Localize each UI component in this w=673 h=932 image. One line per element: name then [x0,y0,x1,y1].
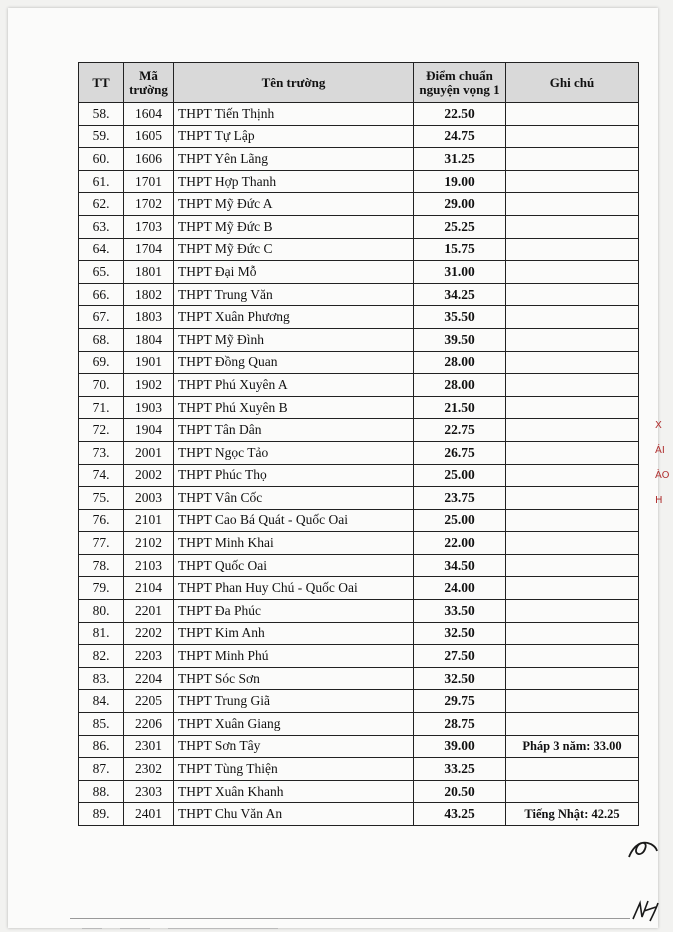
row-number-cell: 85. [79,713,124,736]
note-cell [506,193,639,216]
row-number-cell: 73. [79,441,124,464]
note-cell [506,622,639,645]
handwritten-signature [630,895,660,925]
table-row [79,690,639,713]
document-page [8,8,658,928]
cutoff-score-cell: 35.50 [414,306,506,329]
school-name-cell: THPT Tự Lập [174,125,414,148]
school-code-cell: 2401 [124,803,174,826]
school-name-cell: THPT Hợp Thanh [174,170,414,193]
row-number-cell: 89. [79,803,124,826]
table-row [79,645,639,668]
header-diem-line1: Điểm chuẩn [426,67,493,83]
school-name-cell: THPT Đại Mỗ [174,261,414,284]
cutoff-score-cell: 24.75 [414,125,506,148]
table-row [79,374,639,397]
school-code-cell: 1704 [124,238,174,261]
header-ten-truong: Tên trường [174,63,414,103]
cutoff-score-cell: 34.50 [414,554,506,577]
school-code-cell: 2003 [124,487,174,510]
row-number-cell: 63. [79,215,124,238]
school-name-cell: THPT Tiến Thịnh [174,103,414,126]
note-cell [506,509,639,532]
table-row [79,170,639,193]
cutoff-score-cell: 20.50 [414,780,506,803]
table-row [79,487,639,510]
school-code-cell: 2303 [124,780,174,803]
table-row [79,193,639,216]
row-number-cell: 74. [79,464,124,487]
edge-mark: X [655,420,662,431]
school-name-cell: THPT Kim Anh [174,622,414,645]
note-cell [506,103,639,126]
header-ma-line1: Mã [139,67,158,83]
school-code-cell: 1802 [124,283,174,306]
handwritten-initial-signature [625,835,661,865]
page-edge-marks [655,420,669,520]
cutoff-score-cell: 22.00 [414,532,506,555]
cutoff-score-cell: 28.00 [414,351,506,374]
row-number-cell: 59. [79,125,124,148]
table-body [79,103,639,826]
cutoff-score-cell: 25.00 [414,464,506,487]
row-number-cell: 70. [79,374,124,397]
school-name-cell: THPT Đa Phúc [174,600,414,623]
admission-scores-table [78,62,639,826]
school-name-cell: THPT Tân Dân [174,419,414,442]
cutoff-score-cell: 34.25 [414,283,506,306]
note-cell [506,170,639,193]
row-number-cell: 58. [79,103,124,126]
school-name-cell: THPT Đồng Quan [174,351,414,374]
table-row [79,577,639,600]
note-cell [506,306,639,329]
header-ghi-chu: Ghi chú [506,63,639,103]
school-code-cell: 1903 [124,396,174,419]
school-code-cell: 2204 [124,667,174,690]
cutoff-score-cell: 22.50 [414,103,506,126]
row-number-cell: 60. [79,148,124,171]
note-cell [506,487,639,510]
school-name-cell: THPT Trung Giã [174,690,414,713]
table-row [79,396,639,419]
school-name-cell: THPT Mỹ Đức A [174,193,414,216]
next-row-cutoff [70,918,630,929]
note-cell [506,532,639,555]
school-name-cell: THPT Chu Văn An [174,803,414,826]
table-row [79,735,639,758]
school-code-cell: 1804 [124,328,174,351]
cutoff-score-cell: 31.25 [414,148,506,171]
note-cell [506,328,639,351]
school-code-cell: 1604 [124,103,174,126]
note-cell [506,780,639,803]
note-cell [506,125,639,148]
row-number-cell: 80. [79,600,124,623]
table-row [79,509,639,532]
note-cell [506,283,639,306]
note-cell [506,351,639,374]
cutoff-score-cell: 25.00 [414,509,506,532]
cutoff-score-cell: 24.00 [414,577,506,600]
row-number-cell: 77. [79,532,124,555]
row-number-cell: 79. [79,577,124,600]
edge-mark: ÀO [655,470,670,481]
row-number-cell: 78. [79,554,124,577]
cutoff-score-cell: 26.75 [414,441,506,464]
table-row [79,283,639,306]
header-ma-truong [124,63,174,103]
note-cell [506,667,639,690]
note-cell: Pháp 3 năm: 33.00 [506,735,639,758]
header-ma-line2: trường [129,81,168,97]
school-name-cell: THPT Minh Phú [174,645,414,668]
row-number-cell: 87. [79,758,124,781]
note-cell [506,148,639,171]
table-row [79,441,639,464]
school-name-cell: THPT Xuân Phương [174,306,414,329]
note-cell [506,600,639,623]
school-name-cell: THPT Xuân Giang [174,713,414,736]
cutoff-score-cell: 28.00 [414,374,506,397]
cutoff-score-cell: 39.50 [414,328,506,351]
cutoff-score-cell: 31.00 [414,261,506,284]
edge-mark: H [655,495,663,506]
row-number-cell: 82. [79,645,124,668]
school-name-cell: THPT Xuân Khanh [174,780,414,803]
cutoff-score-cell: 15.75 [414,238,506,261]
note-cell [506,645,639,668]
school-name-cell: THPT Quốc Oai [174,554,414,577]
cutoff-score-cell: 32.50 [414,622,506,645]
school-code-cell: 2205 [124,690,174,713]
header-diem-chuan [414,63,506,103]
school-code-cell: 2202 [124,622,174,645]
table-row [79,351,639,374]
school-code-cell: 2206 [124,713,174,736]
row-number-cell: 64. [79,238,124,261]
table-row [79,215,639,238]
school-name-cell: THPT Phan Huy Chú - Quốc Oai [174,577,414,600]
table-row [79,464,639,487]
table-row [79,667,639,690]
table-row [79,419,639,442]
school-code-cell: 1606 [124,148,174,171]
school-code-cell: 1901 [124,351,174,374]
school-name-cell: THPT Phú Xuyên B [174,396,414,419]
table-row [79,622,639,645]
school-code-cell: 1605 [124,125,174,148]
cutoff-score-cell: 29.00 [414,193,506,216]
table-row [79,238,639,261]
school-name-cell: THPT Sóc Sơn [174,667,414,690]
note-cell [506,261,639,284]
cutoff-score-cell: 19.00 [414,170,506,193]
note-cell [506,419,639,442]
row-number-cell: 76. [79,509,124,532]
table-row [79,803,639,826]
school-code-cell: 1803 [124,306,174,329]
school-name-cell: THPT Yên Lãng [174,148,414,171]
cutoff-score-cell: 22.75 [414,419,506,442]
cutoff-score-cell: 29.75 [414,690,506,713]
header-diem-line2: nguyện vọng 1 [419,81,500,97]
row-number-cell: 88. [79,780,124,803]
row-number-cell: 83. [79,667,124,690]
header-tt: TT [79,63,124,103]
school-code-cell: 2301 [124,735,174,758]
school-code-cell: 1702 [124,193,174,216]
cutoff-score-cell: 32.50 [414,667,506,690]
row-number-cell: 71. [79,396,124,419]
school-code-cell: 2203 [124,645,174,668]
row-number-cell: 68. [79,328,124,351]
note-cell [506,441,639,464]
row-number-cell: 67. [79,306,124,329]
school-name-cell: THPT Ngọc Tảo [174,441,414,464]
note-cell [506,238,639,261]
cutoff-score-cell: 33.25 [414,758,506,781]
school-name-cell: THPT Tùng Thiện [174,758,414,781]
school-code-cell: 2101 [124,509,174,532]
school-code-cell: 1801 [124,261,174,284]
school-code-cell: 2103 [124,554,174,577]
cutoff-score-cell: 25.25 [414,215,506,238]
school-code-cell: 2104 [124,577,174,600]
cutoff-score-cell: 43.25 [414,803,506,826]
school-code-cell: 1703 [124,215,174,238]
edge-mark: ÁI [655,445,665,456]
row-number-cell: 61. [79,170,124,193]
school-name-cell: THPT Phúc Thọ [174,464,414,487]
row-number-cell: 84. [79,690,124,713]
school-code-cell: 2302 [124,758,174,781]
table-row [79,758,639,781]
table-row [79,328,639,351]
row-number-cell: 75. [79,487,124,510]
note-cell [506,577,639,600]
school-name-cell: THPT Phú Xuyên A [174,374,414,397]
cutoff-score-cell: 39.00 [414,735,506,758]
row-number-cell: 81. [79,622,124,645]
school-code-cell: 1701 [124,170,174,193]
school-name-cell: THPT Mỹ Đình [174,328,414,351]
school-name-cell: THPT Trung Văn [174,283,414,306]
table-header [79,63,639,103]
table-row [79,306,639,329]
school-code-cell: 1902 [124,374,174,397]
note-cell [506,554,639,577]
school-name-cell: THPT Mỹ Đức B [174,215,414,238]
note-cell [506,215,639,238]
table-row [79,125,639,148]
school-name-cell: THPT Cao Bá Quát - Quốc Oai [174,509,414,532]
school-name-cell: THPT Minh Khai [174,532,414,555]
note-cell [506,713,639,736]
cutoff-score-cell: 28.75 [414,713,506,736]
school-name-cell: THPT Vân Cốc [174,487,414,510]
school-code-cell: 1904 [124,419,174,442]
row-number-cell: 69. [79,351,124,374]
table-row [79,261,639,284]
note-cell [506,690,639,713]
row-number-cell: 86. [79,735,124,758]
school-code-cell: 2001 [124,441,174,464]
table-row [79,554,639,577]
school-code-cell: 2201 [124,600,174,623]
cutoff-score-cell: 27.50 [414,645,506,668]
table-row [79,713,639,736]
note-cell [506,464,639,487]
cutoff-score-cell: 23.75 [414,487,506,510]
note-cell [506,396,639,419]
table-row [79,532,639,555]
row-number-cell: 65. [79,261,124,284]
row-number-cell: 72. [79,419,124,442]
table-row [79,780,639,803]
note-cell [506,374,639,397]
school-name-cell: THPT Mỹ Đức C [174,238,414,261]
note-cell [506,758,639,781]
school-code-cell: 2002 [124,464,174,487]
school-code-cell: 2102 [124,532,174,555]
row-number-cell: 66. [79,283,124,306]
school-name-cell: THPT Sơn Tây [174,735,414,758]
note-cell: Tiếng Nhật: 42.25 [506,803,639,826]
cutoff-score-cell: 33.50 [414,600,506,623]
table-row [79,148,639,171]
row-number-cell: 62. [79,193,124,216]
table-row [79,103,639,126]
table-row [79,600,639,623]
cutoff-score-cell: 21.50 [414,396,506,419]
